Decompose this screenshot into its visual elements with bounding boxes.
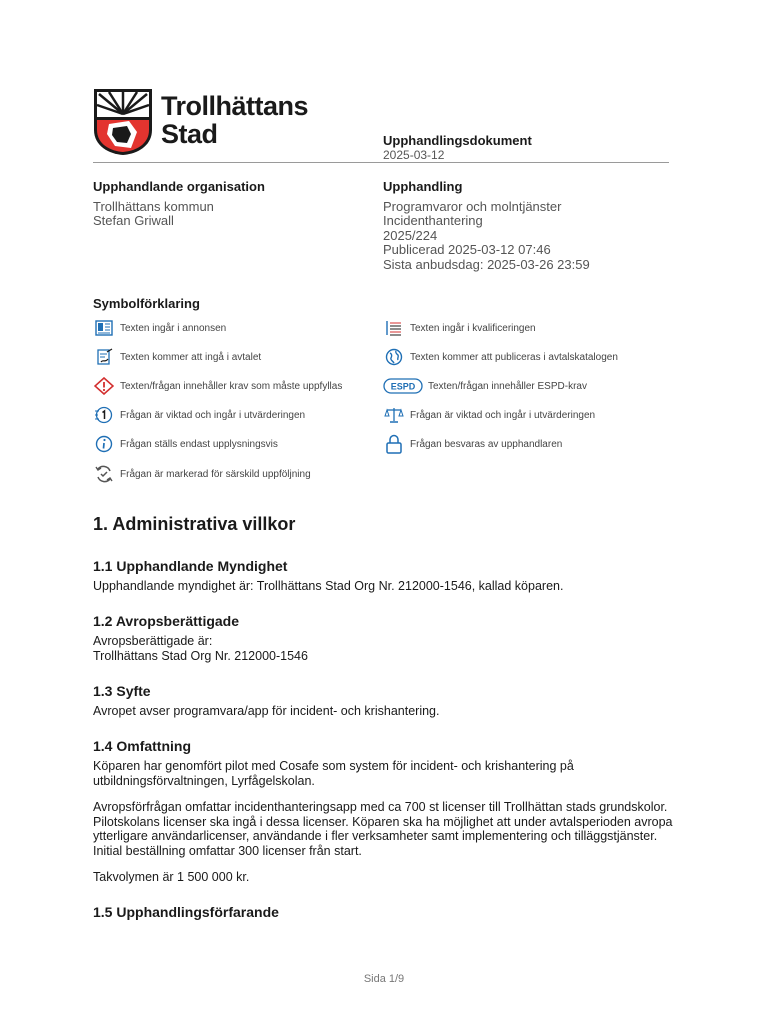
legend-label: Frågan ställs endast upplysningsvis [120,438,278,450]
follow-up-icon [93,464,115,484]
legend-label: Texten ingår i kvalificeringen [410,322,536,334]
legend-item-info [93,434,278,454]
section-1-2-line-1: Avropsberättigade är: [93,634,213,648]
weighted-number-icon [93,405,115,425]
page-number: Sida 1/9 [363,973,405,985]
city-crest-icon [93,88,153,156]
section-1-3-text: Avropet avser programvara/app för incident- och krishantering. [93,704,440,718]
contract-icon [93,347,115,367]
organisation-contact: Stefan Griwall [93,213,174,228]
document-type: Upphandlingsdokument [383,133,532,148]
legend-label: Texten kommer att publiceras i avtalskatalogen [410,351,618,363]
section-1-4-paragraph-2: Avropsförfrågan omfattar incidenthanteringsapp med ca 700 st licenser till Trollhättan stads grundskolor. Pilotskolans licenser ska ingå i dessa licenser. Köparen ska ha möjlighet att under avtalsperioden avropa ytterligare användarlicenser, användande i fler verksamheter samt implementering och tilläggstjänster. Initial beställning omfattar 300 licenser från start. [93,800,673,858]
legend-label: Frågan är viktad och ingår i utvärderingen [410,409,596,421]
section-1-1-text: Upphandlande myndighet är: Trollhättans Stad Org Nr. 212000-1546, kallad köparen. [93,579,564,593]
section-1-2-line-2: Trollhättans Stad Org Nr. 212000-1546 [93,649,308,663]
section-1-title: 1. Administrativa villkor [93,514,296,534]
legend-item-contract [93,347,261,367]
section-1-3-title: 1.3 Syfte [93,683,151,699]
legend-item-follow-up [93,464,311,484]
procurement-published: Publicerad 2025-03-12 07:46 [383,242,551,257]
section-1-4-paragraph-3: Takvolymen är 1 500 000 kr. [93,870,250,884]
document-date: 2025-03-12 [383,148,445,162]
procurement-heading: Upphandling [383,179,463,194]
section-1-4-paragraph-1: Köparen har genomfört pilot med Cosafe som system för incident- och krishantering på utbildningsförvaltningen, Lyrfågelskolan. [93,759,574,788]
trollhattans-stad-logo [93,88,309,158]
globe-icon [383,347,405,367]
procurement-title: Incidenthantering [383,213,483,228]
legend-item-lock [383,434,562,454]
qualification-list-icon [383,318,405,338]
header-divider [93,162,669,163]
ad-icon [93,318,115,338]
legend-label: Texten kommer att ingå i avtalet [120,351,262,363]
svg-text:ESPD: ESPD [390,381,416,392]
legend-label: Texten/frågan innehåller ESPD-krav [428,380,587,392]
info-icon [93,434,115,454]
logo-wordmark: Trollhättans Stad [161,91,309,149]
legend-label: Frågan är markerad för särskild uppföljning [120,468,311,480]
legend-item-scale [383,405,595,425]
warning-icon [93,376,115,396]
espd-badge-icon [383,376,423,396]
procurement-block [383,180,673,272]
section-1-1-title: 1.1 Upphandlande Myndighet [93,558,288,574]
section-1-4-title: 1.4 Omfattning [93,738,192,754]
legend-item-ad [93,318,226,338]
procurement-reference: 2025/224 [383,227,438,243]
legend-label: Texten/frågan innehåller krav som måste uppfyllas [120,380,343,392]
organisation-heading: Upphandlande organisation [93,179,265,194]
procurement-category: Programvaror och molntjänster [383,198,562,214]
organisation-block [93,180,363,229]
document-header [383,133,669,162]
legend-item-espd [383,376,587,396]
procurement-deadline: Sista anbudsdag: 2025-03-26 23:59 [383,256,590,272]
scale-icon [383,405,405,425]
legend-item-qualification [383,318,536,338]
organisation-name: Trollhättans kommun [93,198,214,214]
legend-item-requirement [93,376,342,396]
legend-label: Frågan besvaras av upphandlaren [410,438,563,450]
legend-item-catalogue [383,347,618,367]
lock-icon [383,434,405,454]
section-1-2-title: 1.2 Avropsberättigade [93,613,240,629]
legend-label: Texten ingår i annonsen [120,322,227,334]
section-1-5-title: 1.5 Upphandlingsförfarande [93,904,279,920]
legend-title: Symbolförklaring [93,296,200,311]
legend-label: Frågan är viktad och ingår i utvärderingen [120,409,306,421]
legend-item-weighted [93,405,305,425]
